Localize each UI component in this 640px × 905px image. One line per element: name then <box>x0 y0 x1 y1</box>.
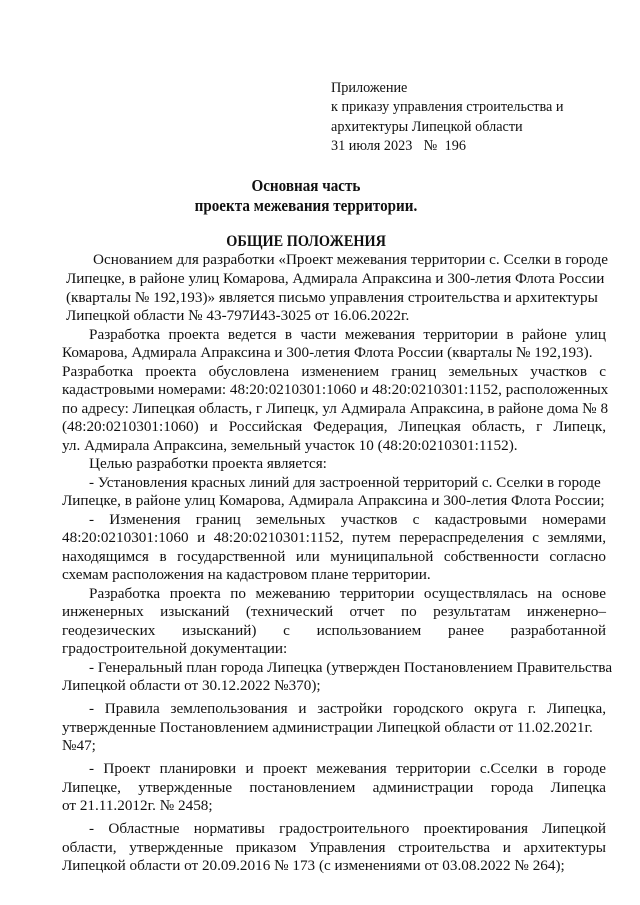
body-line: Липецке, утвержденные постановлением администрации города Липецка <box>62 779 606 796</box>
section-heading: ОБЩИЕ ПОЛОЖЕНИЯ <box>226 233 386 250</box>
body-line: Целью разработки проекта является: <box>89 455 327 472</box>
appendix-date-number <box>331 137 612 154</box>
appendix-authority: архитектуры Липецкой области <box>331 118 523 135</box>
body-line: №47; <box>62 737 96 754</box>
body-line: (кварталы № 192,193)» является письмо управления строительства и архитектуры <box>66 289 598 306</box>
appendix-date: 31 июля 2023 <box>331 137 413 154</box>
body-line: области, утвержденные приказом Управления строительства и архитектуры <box>62 839 606 856</box>
appendix-number-sign: № <box>423 137 438 154</box>
body-line: Липецкой области от 30.12.2022 №370); <box>62 677 321 694</box>
body-line: Разработка проекта по межеванию территории осуществлялась на основе <box>89 585 606 602</box>
body-line: Основанием для разработки «Проект межевания территории с. Сселки в городе <box>93 251 608 268</box>
body-line: схемам расположения на кадастровом плане территории. <box>62 566 431 583</box>
body-line: Липецке, в районе улиц Комарова, Адмирала Апраксина и 300-летия Флота России <box>66 270 605 287</box>
body-line: по адресу: Липецкая область, г Липецк, ул Адмирала Апраксина, в районе дома № 8 <box>62 400 609 417</box>
body-line: утвержденные Постановлением администрации Липецкой области от 11.02.2021г. <box>62 719 593 736</box>
body-line: - Изменения границ земельных участков с кадастровыми номерами <box>89 511 606 528</box>
title-line-1: Основная часть <box>251 176 361 195</box>
body-line: Комарова, Адмирала Апраксина и 300-летия Флота России (кварталы № 192,193). <box>62 344 593 361</box>
body-line: геодезических изысканий) с использованием ранее разработанной <box>62 622 606 639</box>
title-line-2: проекта межевания территории. <box>194 196 418 215</box>
body-line: от 21.11.2012г. № 2458; <box>62 797 213 814</box>
body-line: - Генеральный план города Липецка (утвержден Постановлением Правительства <box>89 659 613 676</box>
body-line: градостроительной документации: <box>62 640 288 657</box>
body-line: Разработка проекта обусловлена изменением границ земельных участков с <box>62 363 606 380</box>
body-line: Липецке, в районе улиц Комарова, Адмирала Апраксина и 300-летия Флота России; <box>62 492 605 509</box>
body-line: 48:20:0210301:1060 и 48:20:0210301:1152, путем перераспределения с землями, <box>62 529 606 546</box>
body-line: - Установления красных линий для застроенной территорий с. Сселки в городе <box>89 474 601 491</box>
body-line: (48:20:0210301:1060) и Российская Федерация, Липецкая область, г Липецк, <box>62 418 606 435</box>
body-line: - Правила землепользования и застройки городского округа г. Липецка, <box>89 700 606 717</box>
body-line: кадастровыми номерами: 48:20:0210301:1060 и 48:20:0210301:1152, расположенных <box>62 381 609 398</box>
appendix-number: 196 <box>444 137 467 154</box>
body-line: Липецкой области от 20.09.2016 № 173 (с изменениями от 03.08.2022 № 264); <box>62 857 565 874</box>
body-line: - Областные нормативы градостроительного проектирования Липецкой <box>89 820 606 837</box>
body-line: находящимся в государственной или муниципальной собственности согласно <box>62 548 606 565</box>
appendix-label: Приложение <box>331 79 408 96</box>
body-line: Липецкой области № 43-797И43-3025 от 16.06.2022г. <box>66 307 410 324</box>
body-line: - Проект планировки и проект межевания территории с.Сселки в городе <box>89 760 606 777</box>
body-line: Разработка проекта ведется в части межевания территории в районе улиц <box>89 326 606 343</box>
appendix-order-ref: к приказу управления строительства и <box>331 98 564 115</box>
body-line: инженерных изысканий (технический отчет по результатам инженерно– <box>62 603 606 620</box>
body-line: ул. Адмирала Апраксина, земельный участок 10 (48:20:0210301:1152). <box>62 437 518 454</box>
